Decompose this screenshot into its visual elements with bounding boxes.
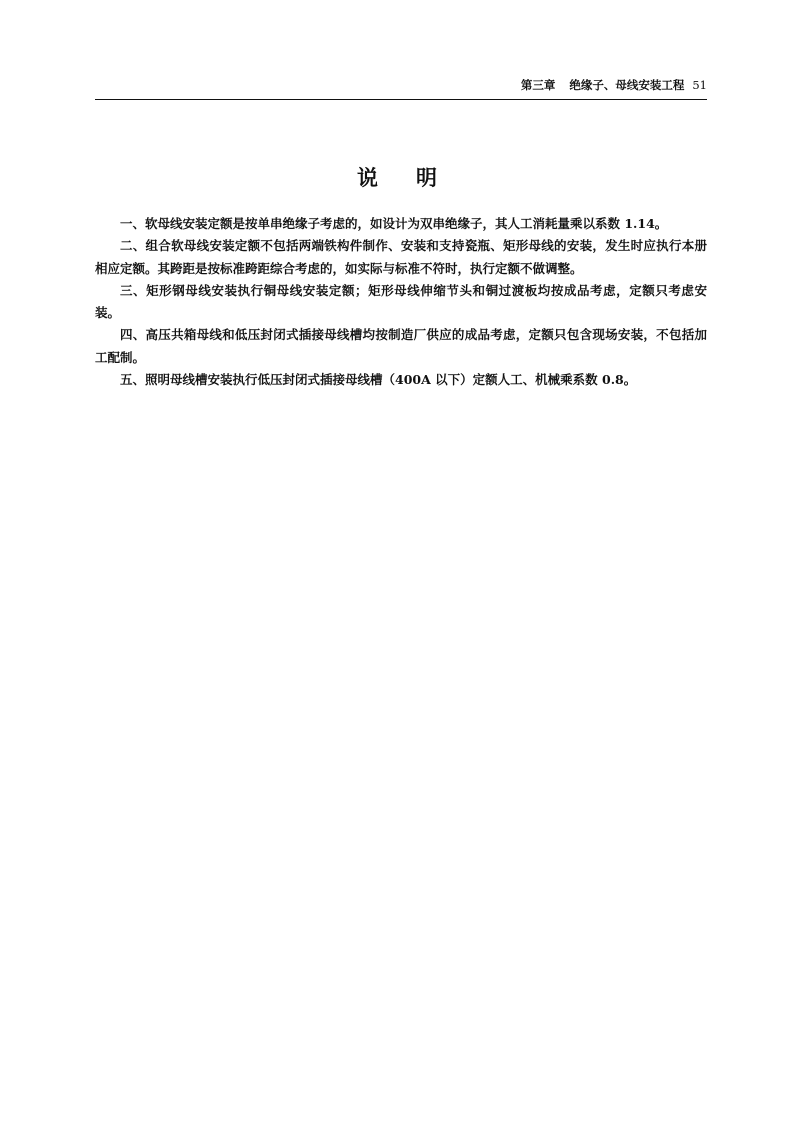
section-title: 绝缘子、母线安装工程	[569, 78, 685, 92]
page-number: 51	[692, 78, 707, 92]
paragraph-5: 五、照明母线槽安装执行低压封闭式插接母线槽（400A 以下）定额人工、机械乘系数 0.8。	[120, 372, 637, 388]
paragraph-1: 一、软母线安装定额是按单串绝缘子考虑的，如设计为双串绝缘子，其人工消耗量乘以系数 1.14。	[120, 216, 668, 231]
page-title: 说明	[357, 165, 475, 190]
paragraph-2: 二、组合软母线安装定额不包括两端铁构件制作、安装和支持瓷瓶、矩形母线的安装，发生时应执行本册相应定额。其跨距是按标准跨距综合考虑的，如实际与标准不符时，执行定额不做调整。	[95, 238, 707, 276]
paragraph-4: 四、高压共箱母线和低压封闭式插接母线槽均按制造厂供应的成品考虑，定额只包含现场安装，不包括加工配制。	[95, 327, 707, 365]
paragraph-3: 三、矩形钢母线安装执行铜母线安装定额；矩形母线伸缩节头和铜过渡板均按成品考虑，定额只考虑安装。	[95, 282, 707, 321]
chapter-label: 第三章	[520, 78, 556, 92]
header-rule	[95, 99, 707, 100]
body-text	[95, 213, 707, 391]
running-header	[95, 77, 707, 97]
